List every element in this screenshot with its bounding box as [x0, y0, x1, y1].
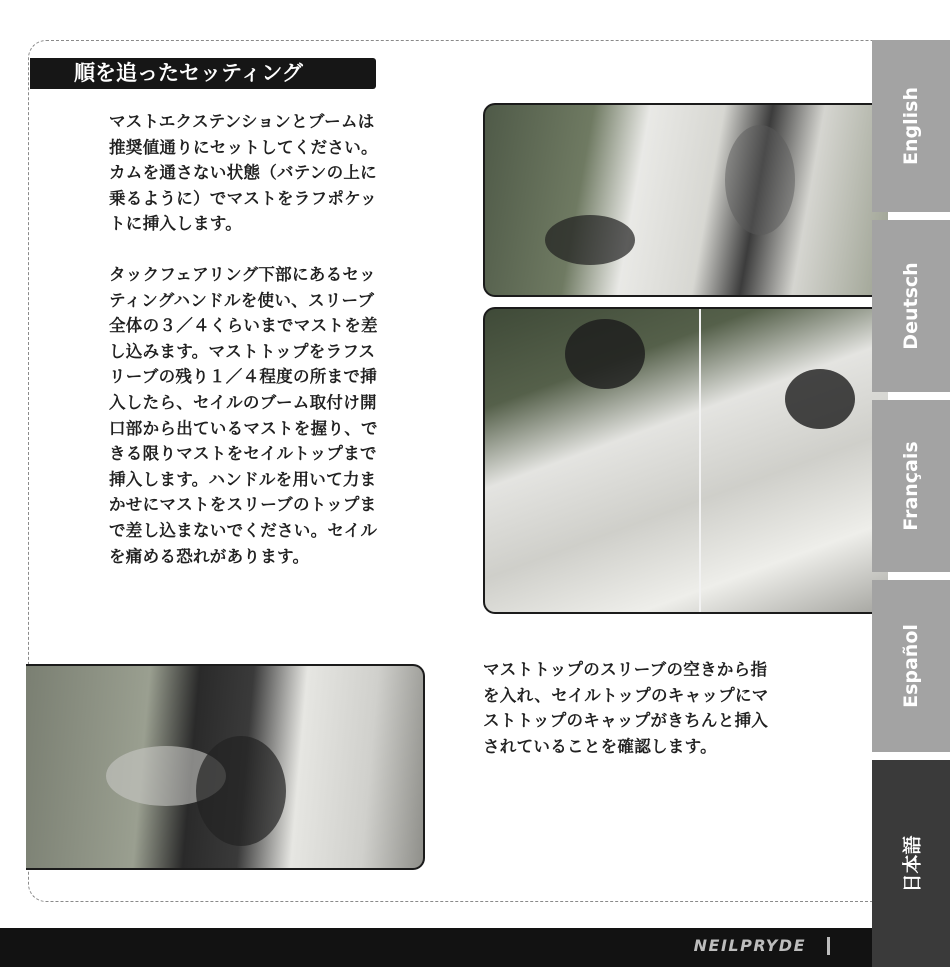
tab-deutsch-label: Deutsch — [900, 262, 922, 350]
photo-mast-top-check — [26, 664, 425, 870]
footer-bar — [0, 928, 872, 967]
instruction-paragraph-1: マストエクステンションとブームは 推奨値通りにセットしてください。 カムを通さない状態（バテンの上に 乗るように）でマストをラフポケッ トに挿入します。 — [109, 112, 378, 234]
instruction-paragraph-3: マストトップのスリーブの空きから指 を入れ、セイルトップのキャップにマ ストトップのキャップがきちんと挿入 されていることを確認します。 — [483, 660, 769, 756]
tab-francais[interactable] — [872, 400, 950, 572]
instruction-paragraph-2: タックフェアリング下部にあるセッ ティングハンドルを使い、スリーブ 全体の３／４くらいまでマストを差 し込みます。マストトップをラフス リーブの残り１／４程度の所まで挿 入したら、セイルのブーム取付け開 口部から出ているマストを握り、で きる限りマストをセイルトップまで 挿入します。ハンドルを用いて力ま かせにマストをスリーブのトップま で差し込まないでください。セイル を痛める恐れがあります。 — [109, 265, 378, 566]
section-title: 順を追ったセッティング — [30, 58, 376, 89]
tab-english[interactable] — [872, 40, 950, 212]
tab-espanol[interactable] — [872, 580, 950, 752]
page-marker — [827, 937, 830, 955]
tab-japanese[interactable] — [872, 760, 950, 967]
photo-sail-rigging — [483, 307, 888, 614]
tab-japanese-label: 日本語 — [901, 834, 924, 893]
photo-mast-insertion — [483, 103, 888, 297]
tab-espanol-label: Español — [900, 624, 922, 708]
brand-logo: NEILPRYDE — [693, 936, 806, 955]
tab-english-label: English — [900, 87, 922, 165]
tab-francais-label: Français — [900, 441, 922, 531]
tab-deutsch[interactable] — [872, 220, 950, 392]
